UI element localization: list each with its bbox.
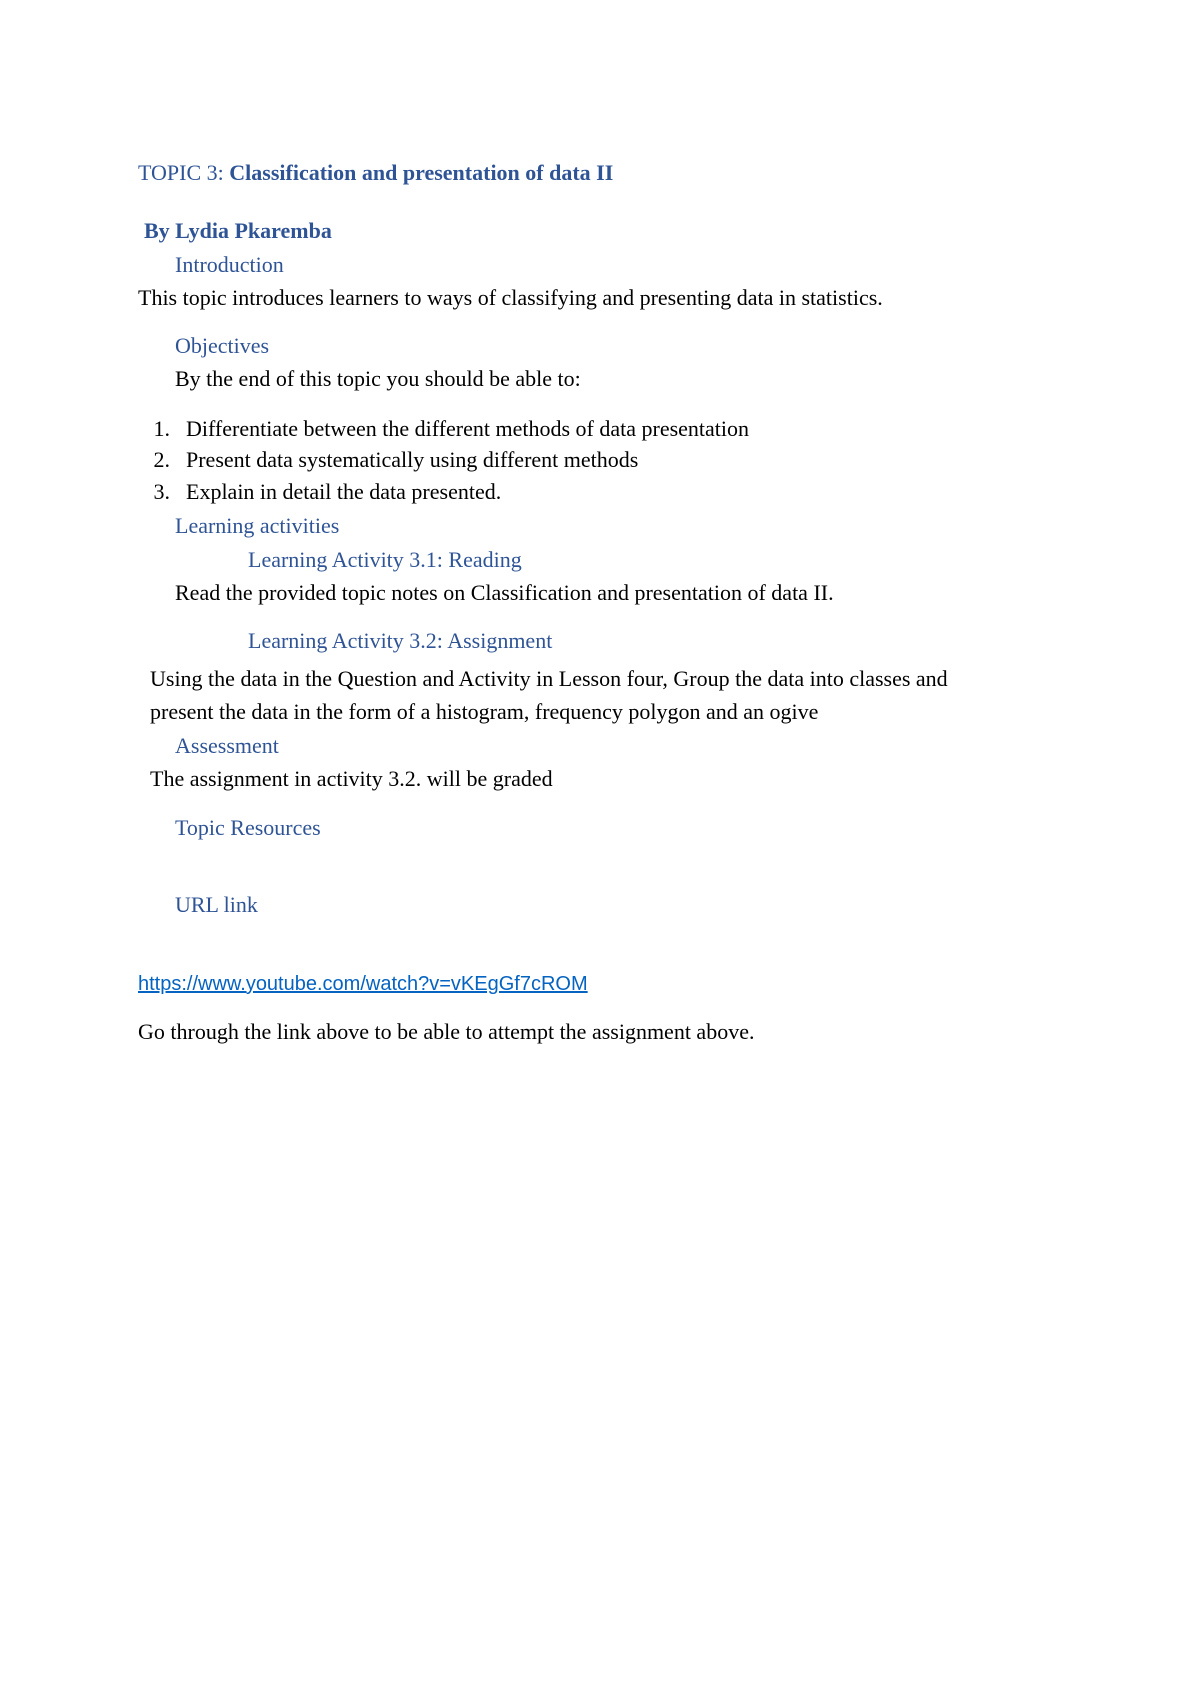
resource-url-link[interactable]: https://www.youtube.com/watch?v=vKEgGf7cROM xyxy=(138,973,588,995)
activity-2-text-line-2: present the data in the form of a histogram, frequency polygon and an ogive xyxy=(150,699,819,724)
list-item-text: Differentiate between the different methods of data presentation xyxy=(186,416,750,441)
resource-url-line xyxy=(138,970,588,997)
list-item-text: Present data systematically using different methods xyxy=(186,447,639,472)
list-item-number: 2. xyxy=(153,447,170,472)
activity-2-text-line-1: Using the data in the Question and Activity in Lesson four, Group the data into classes and xyxy=(150,666,948,691)
list-item-text: Explain in detail the data presented. xyxy=(186,479,502,504)
list-item-number: 3. xyxy=(153,479,170,504)
introduction-heading: Introduction xyxy=(175,252,284,277)
list-item-number: 1. xyxy=(153,416,170,441)
objectives-intro: By the end of this topic you should be able to: xyxy=(175,366,581,391)
title-main: Classification and presentation of data II xyxy=(229,160,614,185)
activity-1-text: Read the provided topic notes on Classification and presentation of data II. xyxy=(175,580,834,605)
objectives-heading: Objectives xyxy=(175,333,270,358)
title-prefix: TOPIC 3: xyxy=(138,160,224,185)
learning-activities-heading: Learning activities xyxy=(175,513,340,538)
introduction-text: This topic introduces learners to ways of classifying and presenting data in statistics. xyxy=(138,285,883,310)
url-link-heading: URL link xyxy=(175,892,258,917)
author-line: By Lydia Pkaremba xyxy=(144,218,332,243)
page-title xyxy=(138,160,613,186)
topic-resources-heading: Topic Resources xyxy=(175,815,321,840)
assessment-heading: Assessment xyxy=(175,733,279,758)
activity-2-heading: Learning Activity 3.2: Assignment xyxy=(248,628,553,653)
closing-text: Go through the link above to be able to attempt the assignment above. xyxy=(138,1019,755,1044)
activity-1-heading: Learning Activity 3.1: Reading xyxy=(248,547,522,572)
assessment-text: The assignment in activity 3.2. will be graded xyxy=(150,766,553,791)
